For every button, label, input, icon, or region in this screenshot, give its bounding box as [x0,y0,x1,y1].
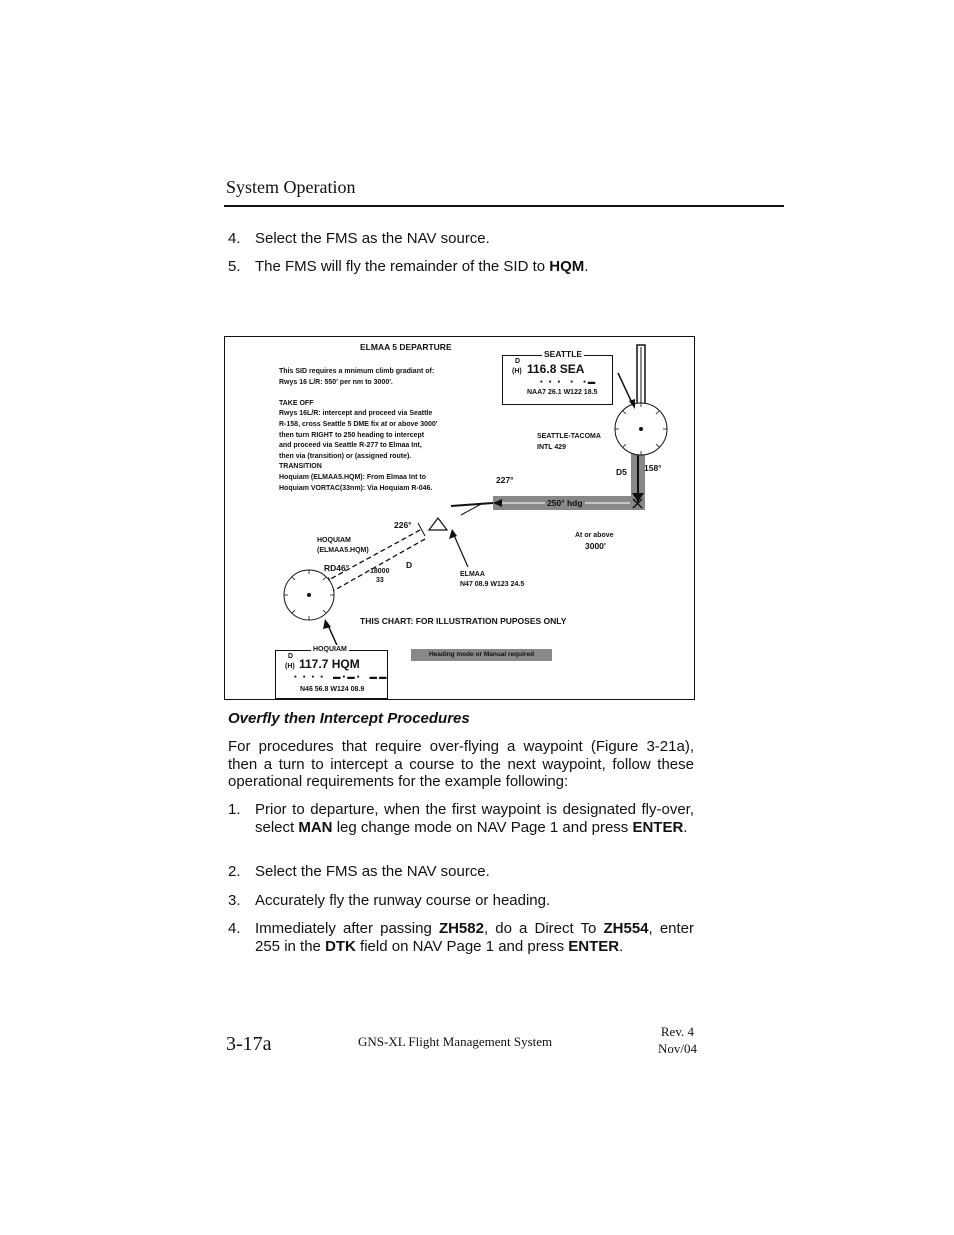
revision: Rev. 4 [660,1024,694,1039]
chart-notes: This SID requires a mnimum climb gradiant of: Rwys 16 L/R: 550' per nm to 3000'. TAKE OFF Rwys 16L/R: intercept and proceed via Seattle R-158, cross Seattle 5 DME fix at or above 3000' then turn RIGHT to 250 heading to intercept and proceed via Seattle R-277 to Elmaa Int, then via (transition) or (assigned route). TRANSITION Hoquiam (ELMAA5.HQM): From Elmaa Int to Hoquiam VORTAC(33nm): Via Hoquiam R-046. [279,368,438,492]
course-226: 226° [394,520,412,530]
step-number: 4. [228,230,241,247]
elmaa-pointer [453,533,468,567]
dtk-field: DTK [325,937,356,955]
footer-title: GNS-XL Flight Management System [358,1034,553,1049]
step-text: Accurately fly the runway course or heading. [255,892,551,909]
distance-33: 33 [376,577,384,584]
hoquiam-vortac-box [275,650,388,699]
waypoint-hqm: HQM [549,258,585,275]
altitude-3000: 3000' [585,541,606,551]
disclaimer: THIS CHART: FOR ILLUSTRATION PUPOSES ONLY [360,616,567,626]
morse-code: ▪ ▪ ▪ ▪ ▪▬ [540,377,598,386]
course-227: 227° [496,475,514,485]
step-number: 5. [228,258,241,275]
step-number: 1. [228,801,241,818]
step-text: The FMS will fly the remainder of the SID to HQM. [255,258,589,275]
seattle-coords: NAA7 26.1 W122 18.5 [527,389,598,396]
h-label: (H) [285,663,295,670]
header-rule [224,205,784,207]
hoquiam-coords: N46 56.8 W124 08.9 [300,686,365,693]
dme-d-mark: D [406,560,413,570]
airport-name: SEATTLE-TACOMA [537,433,601,440]
seattle-vortac-box [502,355,613,405]
at-or-above: At or above [575,532,614,539]
waypoint-zh582: ZH582 [438,920,484,937]
departure-chart-figure [224,336,695,700]
step-text: Select the FMS as the NAV source. [255,863,490,880]
enter-key: ENTER [568,937,620,955]
radial-rd46: RD46° [324,563,350,573]
morse-code: ▪ ▪ ▪ ▪ ▬▪▬▪ ▬▬ [294,672,389,681]
waypoint-zh554: ZH554 [603,920,649,937]
step-number: 4. [228,920,241,937]
step-text: Prior to departure, when the first waypoint is designated fly-over, select MAN leg change mode on NAV Page 1 and press ENTER. [255,801,694,836]
step-number: 2. [228,863,241,880]
airport-info: INTL 429 [537,444,567,451]
h-label: (H) [512,368,522,375]
footer-revision [658,1023,697,1057]
heading-label: 250° hdg [547,498,583,508]
seattle-label: SEATTLE [544,349,583,359]
mea-altitude: 18000 [370,568,390,575]
d5-label: D5 [616,467,627,477]
elmaa-triangle [429,518,447,530]
course-158: 158° [644,463,662,473]
section-title: System Operation [226,177,356,197]
hoquiam-label: HOQUIAM [311,645,349,656]
heading-mode-note: Heading mode or Manual required [411,649,552,661]
revision-date: Nov/04 [658,1041,697,1056]
subheading: Overfly then Intercept Procedures [228,710,470,727]
step-text: Immediately after passing ZH582, do a Direct To ZH554, enter 255 in the DTK field on NAV Page 1 and press ENTER. [255,920,695,955]
page-number: 3-17a [226,1033,272,1055]
hoquiam-route: (ELMAA5.HQM) [317,547,369,554]
elmaa-name: ELMAA [460,571,485,578]
chart-title: ELMAA 5 DEPARTURE [360,342,452,352]
intercept-line [451,503,493,506]
man-mode: MAN [298,818,333,836]
dme-d-label: D [515,358,521,365]
step-text: Select the FMS as the NAV source. [255,230,490,247]
enter-key: ENTER [632,818,684,836]
elmaa-coords: N47 08.9 W123 24.5 [460,581,525,588]
seattle-pointer [618,373,633,405]
hoquiam-frequency: 117.7 HQM [299,657,360,671]
hoquiam-transition-label: HOQUIAM [317,537,351,544]
dme-d-label: D [288,653,294,660]
seattle-frequency: 116.8 SEA [527,362,585,376]
step-number: 3. [228,892,241,909]
intro-paragraph: For procedures that require over-flying a waypoint (Figure 3-21a), then a turn to intercept a course to the next waypoint, follow these operational requirements for the example following: [228,738,694,790]
